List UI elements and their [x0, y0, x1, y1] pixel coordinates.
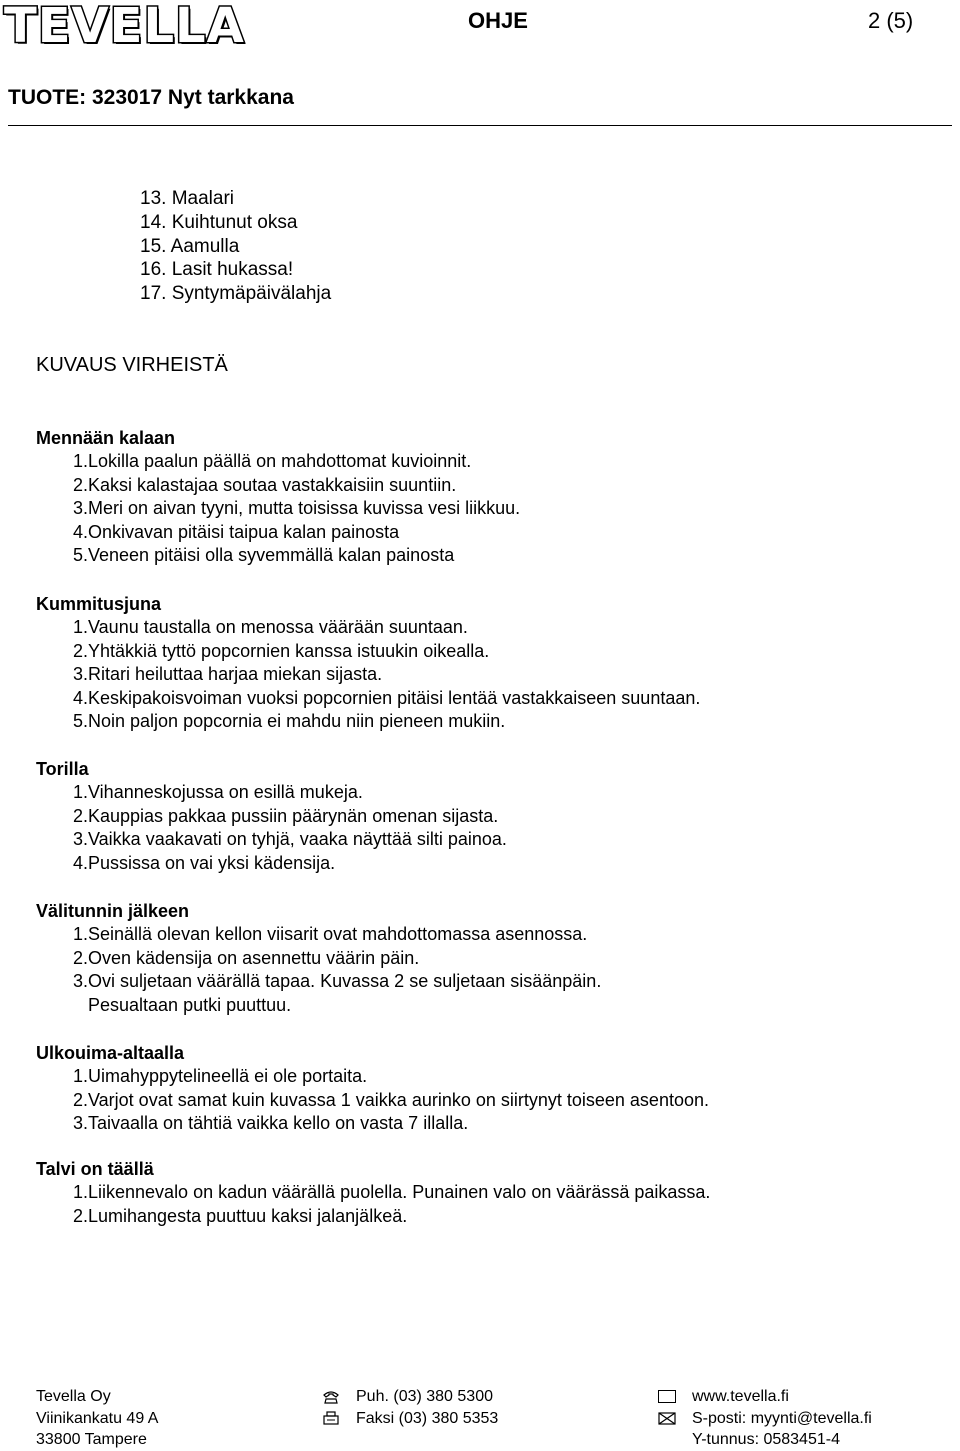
list-item: 4. Onkivavan pitäisi taipua kalan painosta: [72, 521, 400, 542]
product-title: TUOTE: 323017 Nyt tarkkana: [8, 86, 294, 109]
list-item: 1. Lokilla paalun päällä on mahdottomat kuvioinnit.: [72, 451, 472, 471]
document-type: OHJE: [468, 8, 528, 33]
error-list: [36, 781, 507, 875]
list-item: 15. Aamulla: [140, 235, 240, 257]
section-title: Mennään kalaan: [36, 428, 176, 448]
list-item: 5. Veneen pitäisi olla syvemmällä kalan painosta: [72, 545, 455, 566]
company-name: Tevella Oy: [36, 1388, 111, 1405]
section-title: Talvi on täällä: [36, 1159, 154, 1179]
error-list: [36, 450, 520, 568]
list-item: 3. Ovi suljetaan väärällä tapaa. Kuvassa 2 se suljetaan sisäänpäin. Pesualtaan putki puuttuu.: [72, 971, 602, 1015]
section-title: Kummitusjuna: [36, 594, 162, 614]
list-item: 2. Kauppias pakkaa pussiin päärynän omenan sijasta.: [72, 805, 499, 826]
business-id: Y-tunnus: 0583451-4: [692, 1431, 840, 1449]
phone-number[interactable]: Puh. (03) 380 5300: [356, 1388, 493, 1405]
list-item: 2. Varjot ovat samat kuin kuvassa 1 vaikka aurinko on siirtynyt toiseen asentoon.: [72, 1089, 709, 1110]
fax-number: Faksi (03) 380 5353: [356, 1409, 499, 1427]
picture-list: [140, 187, 331, 306]
section-talvi-on-taalla: [36, 1158, 710, 1228]
error-list: [36, 616, 700, 734]
list-item: 4. Pussissa on vai yksi kädensija.: [72, 852, 336, 873]
list-item: 1. Seinällä olevan kellon viisarit ovat mahdottomassa asennossa.: [72, 924, 588, 944]
list-item: 2. Kaksi kalastajaa soutaa vastakkaisiin suuntiin.: [72, 474, 457, 495]
header-divider: [8, 125, 952, 126]
page-number: 2 (5): [868, 8, 914, 33]
footer-contact: [320, 1386, 498, 1429]
list-item: 3. Taivaalla on tähtiä vaikka kello on vasta 7 illalla.: [72, 1113, 469, 1134]
list-item: 2. Oven kädensija on asennettu väärin päin.: [72, 947, 420, 968]
section-valitunnin-jalkeen: [36, 900, 601, 1017]
list-item: 1. Vaunu taustalla on menossa väärään suuntaan.: [72, 617, 468, 637]
error-list: [36, 1181, 710, 1228]
section-mennaan-kalaan: [36, 427, 520, 568]
list-item: 14. Kuihtunut oksa: [140, 211, 298, 233]
list-item: 2. Lumihangesta puuttuu kaksi jalanjälkeä.: [72, 1205, 408, 1226]
list-item: 3. Vaikka vaakavati on tyhjä, vaaka näyttää silti painoa.: [72, 829, 507, 850]
list-item: 4. Keskipakoisvoiman vuoksi popcornien pitäisi lentää vastakkaiseen suuntaan.: [72, 687, 701, 708]
phone-icon: [320, 1389, 342, 1405]
fax-icon: [320, 1410, 342, 1426]
tevella-logo: TEVELLA: [4, 0, 245, 54]
footer-web: [656, 1386, 872, 1451]
list-item: 2. Yhtäkkiä tyttö popcornien kanssa istuukin oikealla.: [72, 640, 490, 661]
section-title: Välitunnin jälkeen: [36, 901, 190, 921]
list-item: 16. Lasit hukassa!: [140, 259, 294, 281]
city-address: 33800 Tampere: [36, 1431, 147, 1449]
list-item: 3. Ritari heiluttaa harjaa miekan sijasta.: [72, 664, 383, 685]
web-icon: [656, 1389, 678, 1405]
list-item: 1. Uimahyppytelineellä ei ole portaita.: [72, 1066, 368, 1086]
street-address: Viinikankatu 49 A: [36, 1409, 159, 1427]
section-heading: KUVAUS VIRHEISTÄ: [36, 354, 228, 376]
email-link[interactable]: S-posti: myynti@tevella.fi: [692, 1409, 872, 1427]
error-list: [36, 923, 601, 1017]
list-item: 5. Noin paljon popcornia ei mahdu niin pieneen mukiin.: [72, 711, 506, 732]
error-list: [36, 1065, 709, 1136]
website-link[interactable]: www.tevella.fi: [692, 1388, 789, 1405]
footer-address: [36, 1386, 158, 1451]
section-torilla: [36, 758, 507, 875]
list-item: 1. Liikennevalo on kadun väärällä puolella. Punainen valo on väärässä paikassa.: [72, 1182, 711, 1202]
section-ulkouima-altaalla: [36, 1042, 709, 1136]
list-item: 13. Maalari: [140, 188, 234, 209]
section-title: Torilla: [36, 759, 89, 779]
section-title: Ulkouima-altaalla: [36, 1043, 185, 1063]
list-item: 3. Meri on aivan tyyni, mutta toisissa kuvissa vesi liikkuu.: [72, 498, 521, 519]
list-item: 1. Vihanneskojussa on esillä mukeja.: [72, 782, 363, 802]
list-item: 17. Syntymäpäivälahja: [140, 283, 332, 305]
email-icon: [656, 1410, 678, 1426]
section-kummitusjuna: [36, 593, 700, 734]
